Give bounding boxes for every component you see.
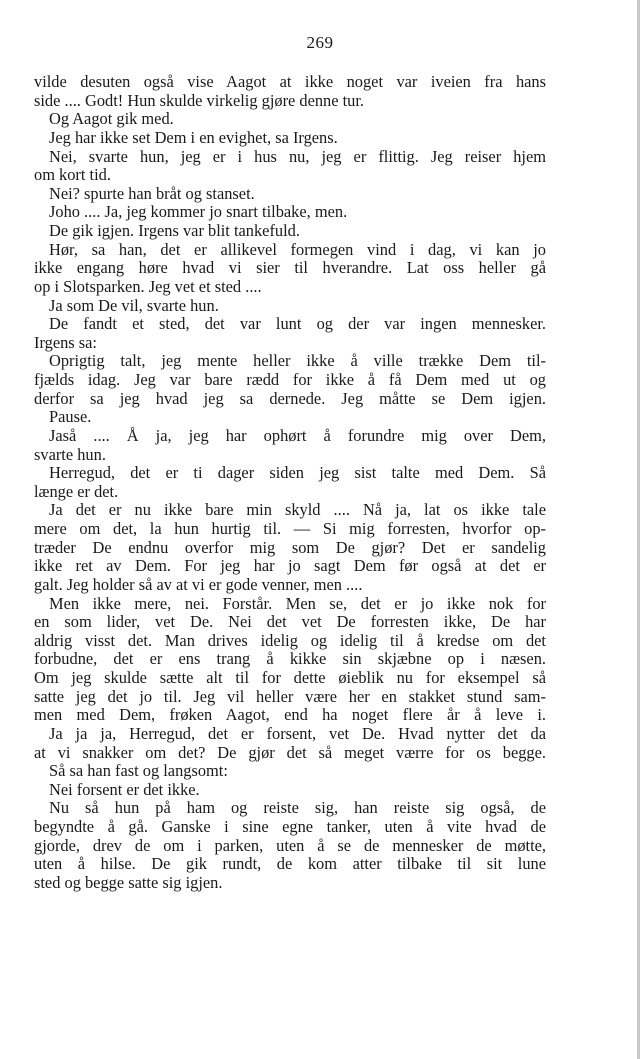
text-line: Og Aagot gik med. xyxy=(49,109,174,129)
page-number: 269 xyxy=(306,33,334,52)
text-line: Herregud, det er ti dager siden jeg sist talte med Dem. Så xyxy=(49,463,546,483)
text-line: træder De endnu overfor mig som De gjør? Det er sandelig xyxy=(34,537,546,557)
text-line: Joho .... Ja, jeg kommer jo snart tilbake, men. xyxy=(49,202,348,222)
text-line: Nei? spurte han bråt og stanset. xyxy=(49,183,255,203)
text-line: Hør, sa han, det er allikevel formegen vind i dag, vi kan jo xyxy=(49,239,546,259)
text-line: Pause. xyxy=(49,407,92,427)
text-line: om kort tid. xyxy=(34,165,111,185)
text-line: men med Dem, frøken Aagot, end ha noget flere år å leve i. xyxy=(34,705,546,725)
text-line: Ja ja ja, Herregud, det er forsent, vet De. Hvad nytter det da xyxy=(49,723,546,743)
text-line: Men ikke mere, nei. Forstår. Men se, det er jo ikke nok for xyxy=(49,593,546,613)
text-line: vilde desuten også vise Aagot at ikke noget var iveien fra hans xyxy=(34,72,546,91)
text-line: Irgens sa: xyxy=(34,332,97,352)
text-line: Nei forsent er det ikke. xyxy=(49,779,200,799)
text-line: Om jeg skulde sætte alt til for dette øieblik nu for eksempel så xyxy=(34,668,546,687)
text-line: begyndte å gå. Ganske i sine egne tanker, uten å vite hvad de xyxy=(34,817,546,836)
text-line: derfor sa jeg hvad jeg sa dernede. Jeg måtte se Dem igjen. xyxy=(34,388,546,408)
text-line: ikke ret av Dem. For jeg har jo sagt Dem før også at det er xyxy=(34,556,546,576)
text-line: galt. Jeg holder så av at vi er gode venner, men .... xyxy=(34,574,363,594)
text-line: Nei, svarte hun, jeg er i hus nu, jeg er flittig. Jeg reiser hjem xyxy=(49,146,546,166)
text-line: fjælds idag. Jeg var bare rædd for ikke å få Dem med ut og xyxy=(34,370,546,389)
text-line: Nu så hun på ham og reiste sig, han reiste sig også, de xyxy=(49,798,546,818)
text-line: side .... Godt! Hun skulde virkelig gjøre denne tur. xyxy=(34,90,365,110)
text-line: Ja som De vil, svarte hun. xyxy=(49,295,219,315)
text-line: Jeg har ikke set Dem i en evighet, sa Irgens. xyxy=(49,127,338,147)
text-line: svarte hun. xyxy=(34,444,106,464)
text-line: længe er det. xyxy=(34,481,119,501)
text-line: forbudne, det er ens trang å kikke sin skjæbne op i næsen. xyxy=(34,649,546,669)
text-line: Jaså .... Å ja, jeg har ophørt å forundre mig over Dem, xyxy=(49,425,546,445)
text-line: Oprigtig talt, jeg mente heller ikke å ville trække Dem til- xyxy=(49,351,546,371)
text-line: ikke engang høre hvad vi sier til hverandre. Lat oss heller gå xyxy=(34,258,546,278)
text-line: satte jeg det jo til. Jeg vil heller være her en stakket stund sam- xyxy=(34,686,546,706)
text-line: en som lider, vet De. Nei det vet De forresten ikke, De har xyxy=(34,612,546,632)
text-line: De gik igjen. Irgens var blit tankefuld. xyxy=(49,221,300,240)
text-line: op i Slotsparken. Jeg vet et sted .... xyxy=(34,276,262,296)
text-line: sted og begge satte sig igjen. xyxy=(34,872,223,892)
text-line: aldrig visst det. Man drives idelig og idelig til å kredse om det xyxy=(34,630,546,650)
text-line: De fandt et sted, det var lunt og der var ingen mennesker. xyxy=(49,314,546,334)
text-line: at vi snakker om det? De gjør det så meget værre for os begge. xyxy=(34,742,546,762)
text-line: gjorde, drev de om i parken, uten å se de mennesker de møtte, xyxy=(34,835,546,855)
text-line: Ja det er nu ikke bare min skyld .... Nå ja, lat os ikke tale xyxy=(49,500,546,520)
text-line: uten å hilse. De gik rundt, de kom atter tilbake til sit lune xyxy=(34,854,546,874)
text-line: Så sa han fast og langsomt: xyxy=(49,761,228,781)
body-text xyxy=(34,73,546,893)
text-line: mere om det, la hun hurtig til. — Si mig forresten, hvorfor op- xyxy=(34,519,546,538)
